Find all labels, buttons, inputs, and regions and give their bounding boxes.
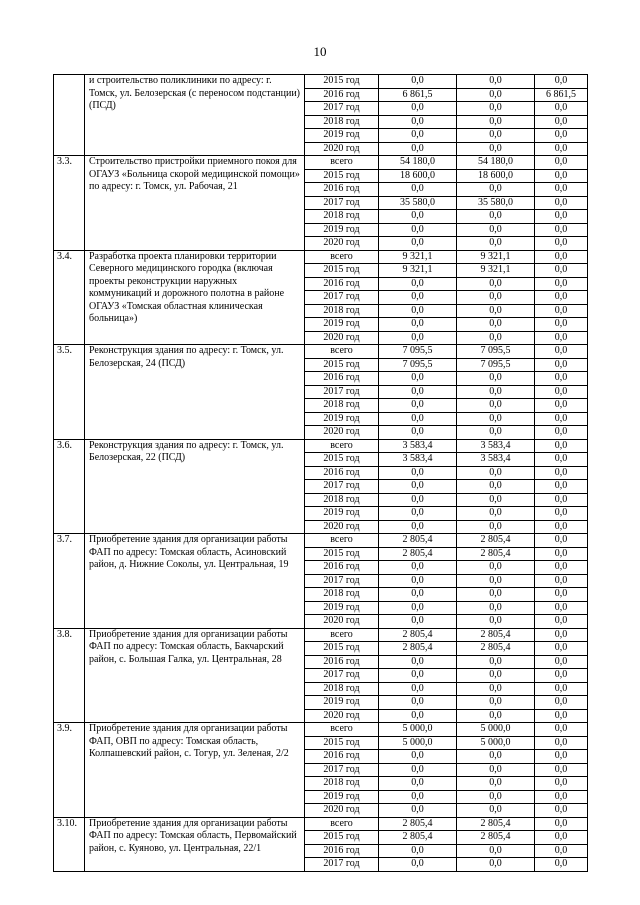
budget-table-body — [54, 75, 588, 872]
total-cell: 0,0 — [379, 493, 457, 507]
table-row — [54, 723, 588, 737]
regional-budget-cell: 0,0 — [457, 75, 535, 89]
regional-budget-cell: 0,0 — [457, 399, 535, 413]
period-cell: 2020 год — [305, 804, 379, 818]
regional-budget-cell: 3 583,4 — [457, 439, 535, 453]
period-cell: 2016 год — [305, 466, 379, 480]
regional-budget-cell: 0,0 — [457, 804, 535, 818]
period-cell: 2016 год — [305, 750, 379, 764]
total-cell: 0,0 — [379, 142, 457, 156]
period-cell: 2015 год — [305, 831, 379, 845]
total-cell: 0,0 — [379, 480, 457, 494]
period-cell: 2018 год — [305, 115, 379, 129]
other-source-cell: 0,0 — [535, 250, 588, 264]
other-source-cell: 0,0 — [535, 750, 588, 764]
regional-budget-cell: 9 321,1 — [457, 264, 535, 278]
item-description: Реконструкция здания по адресу: г. Томск, ул. Белозерская, 24 (ПСД) — [85, 345, 305, 440]
total-cell: 0,0 — [379, 750, 457, 764]
other-source-cell: 0,0 — [535, 156, 588, 170]
regional-budget-cell: 0,0 — [457, 777, 535, 791]
other-source-cell: 0,0 — [535, 439, 588, 453]
regional-budget-cell: 0,0 — [457, 115, 535, 129]
other-source-cell: 0,0 — [535, 291, 588, 305]
item-description: Строительство пристройки приемного покоя для ОГАУЗ «Больница скорой медицинской помощи» по адресу: г. Томск, ул. Рабочая, 21 — [85, 156, 305, 251]
total-cell: 0,0 — [379, 777, 457, 791]
table-row — [54, 817, 588, 831]
total-cell: 0,0 — [379, 385, 457, 399]
other-source-cell: 0,0 — [535, 493, 588, 507]
total-cell: 0,0 — [379, 129, 457, 143]
total-cell: 2 805,4 — [379, 547, 457, 561]
regional-budget-cell: 5 000,0 — [457, 736, 535, 750]
item-number: 3.7. — [54, 534, 85, 629]
regional-budget-cell: 5 000,0 — [457, 723, 535, 737]
other-source-cell: 0,0 — [535, 331, 588, 345]
other-source-cell: 0,0 — [535, 129, 588, 143]
other-source-cell: 0,0 — [535, 142, 588, 156]
other-source-cell: 0,0 — [535, 777, 588, 791]
other-source-cell: 0,0 — [535, 507, 588, 521]
regional-budget-cell: 0,0 — [457, 237, 535, 251]
regional-budget-cell: 0,0 — [457, 790, 535, 804]
total-cell: 0,0 — [379, 763, 457, 777]
period-cell: 2015 год — [305, 642, 379, 656]
total-cell: 3 583,4 — [379, 439, 457, 453]
other-source-cell: 0,0 — [535, 466, 588, 480]
item-number: 3.5. — [54, 345, 85, 440]
total-cell: 0,0 — [379, 601, 457, 615]
other-source-cell: 0,0 — [535, 601, 588, 615]
table-row — [54, 534, 588, 548]
regional-budget-cell: 0,0 — [457, 183, 535, 197]
other-source-cell: 6 861,5 — [535, 88, 588, 102]
total-cell: 0,0 — [379, 223, 457, 237]
other-source-cell: 0,0 — [535, 817, 588, 831]
period-cell: 2018 год — [305, 304, 379, 318]
total-cell: 0,0 — [379, 115, 457, 129]
total-cell: 35 580,0 — [379, 196, 457, 210]
regional-budget-cell: 7 095,5 — [457, 345, 535, 359]
regional-budget-cell: 7 095,5 — [457, 358, 535, 372]
period-cell: 2019 год — [305, 223, 379, 237]
other-source-cell: 0,0 — [535, 196, 588, 210]
regional-budget-cell: 0,0 — [457, 682, 535, 696]
period-cell: 2019 год — [305, 507, 379, 521]
other-source-cell: 0,0 — [535, 520, 588, 534]
table-row — [54, 156, 588, 170]
period-cell: 2019 год — [305, 129, 379, 143]
regional-budget-cell: 2 805,4 — [457, 831, 535, 845]
period-cell: всего — [305, 439, 379, 453]
other-source-cell: 0,0 — [535, 534, 588, 548]
other-source-cell: 0,0 — [535, 804, 588, 818]
regional-budget-cell: 35 580,0 — [457, 196, 535, 210]
item-number: 3.10. — [54, 817, 85, 871]
period-cell: 2018 год — [305, 777, 379, 791]
total-cell: 0,0 — [379, 520, 457, 534]
period-cell: 2019 год — [305, 696, 379, 710]
item-description: Разработка проекта планировки территории Северного медицинского городка (включая проекты реконструкции наружных коммуникаций и дорожного полотна в районе ОГАУЗ «Томская областная клиническая больница») — [85, 250, 305, 345]
total-cell: 2 805,4 — [379, 534, 457, 548]
other-source-cell: 0,0 — [535, 682, 588, 696]
period-cell: всего — [305, 534, 379, 548]
item-description: Приобретение здания для организации работы ФАП по адресу: Томская область, Первомайский район, с. Куяново, ул. Центральная, 22/1 — [85, 817, 305, 871]
other-source-cell: 0,0 — [535, 277, 588, 291]
total-cell: 9 321,1 — [379, 264, 457, 278]
other-source-cell: 0,0 — [535, 790, 588, 804]
regional-budget-cell: 0,0 — [457, 210, 535, 224]
regional-budget-cell: 0,0 — [457, 844, 535, 858]
regional-budget-cell: 2 805,4 — [457, 628, 535, 642]
period-cell: 2020 год — [305, 142, 379, 156]
total-cell: 0,0 — [379, 655, 457, 669]
regional-budget-cell: 0,0 — [457, 129, 535, 143]
total-cell: 0,0 — [379, 682, 457, 696]
total-cell: 0,0 — [379, 507, 457, 521]
other-source-cell: 0,0 — [535, 102, 588, 116]
total-cell: 0,0 — [379, 588, 457, 602]
period-cell: 2019 год — [305, 790, 379, 804]
period-cell: 2020 год — [305, 709, 379, 723]
period-cell: 2020 год — [305, 237, 379, 251]
period-cell: 2019 год — [305, 318, 379, 332]
total-cell: 0,0 — [379, 331, 457, 345]
regional-budget-cell: 0,0 — [457, 520, 535, 534]
other-source-cell: 0,0 — [535, 412, 588, 426]
total-cell: 0,0 — [379, 669, 457, 683]
regional-budget-cell: 0,0 — [457, 372, 535, 386]
total-cell: 0,0 — [379, 709, 457, 723]
table-row — [54, 439, 588, 453]
other-source-cell: 0,0 — [535, 561, 588, 575]
total-cell: 0,0 — [379, 561, 457, 575]
period-cell: 2017 год — [305, 574, 379, 588]
regional-budget-cell: 0,0 — [457, 588, 535, 602]
total-cell: 18 600,0 — [379, 169, 457, 183]
total-cell: 0,0 — [379, 304, 457, 318]
other-source-cell: 0,0 — [535, 628, 588, 642]
period-cell: 2018 год — [305, 493, 379, 507]
other-source-cell: 0,0 — [535, 264, 588, 278]
regional-budget-cell: 0,0 — [457, 750, 535, 764]
total-cell: 0,0 — [379, 318, 457, 332]
regional-budget-cell: 0,0 — [457, 709, 535, 723]
total-cell: 0,0 — [379, 372, 457, 386]
period-cell: 2019 год — [305, 412, 379, 426]
regional-budget-cell: 0,0 — [457, 412, 535, 426]
period-cell: 2020 год — [305, 331, 379, 345]
item-number: 3.3. — [54, 156, 85, 251]
regional-budget-cell: 0,0 — [457, 696, 535, 710]
period-cell: 2015 год — [305, 736, 379, 750]
period-cell: 2017 год — [305, 291, 379, 305]
regional-budget-cell: 0,0 — [457, 291, 535, 305]
total-cell: 5 000,0 — [379, 736, 457, 750]
regional-budget-cell: 0,0 — [457, 426, 535, 440]
other-source-cell: 0,0 — [535, 858, 588, 872]
total-cell: 2 805,4 — [379, 642, 457, 656]
other-source-cell: 0,0 — [535, 642, 588, 656]
total-cell: 0,0 — [379, 574, 457, 588]
other-source-cell: 0,0 — [535, 669, 588, 683]
total-cell: 0,0 — [379, 412, 457, 426]
period-cell: 2017 год — [305, 102, 379, 116]
regional-budget-cell: 18 600,0 — [457, 169, 535, 183]
period-cell: 2017 год — [305, 480, 379, 494]
other-source-cell: 0,0 — [535, 304, 588, 318]
budget-table — [53, 74, 588, 872]
period-cell: 2015 год — [305, 169, 379, 183]
period-cell: 2018 год — [305, 588, 379, 602]
item-number: 3.4. — [54, 250, 85, 345]
total-cell: 0,0 — [379, 426, 457, 440]
other-source-cell: 0,0 — [535, 115, 588, 129]
period-cell: 2016 год — [305, 561, 379, 575]
period-cell: 2015 год — [305, 547, 379, 561]
regional-budget-cell: 0,0 — [457, 331, 535, 345]
other-source-cell: 0,0 — [535, 655, 588, 669]
total-cell: 0,0 — [379, 291, 457, 305]
period-cell: 2015 год — [305, 358, 379, 372]
regional-budget-cell: 0,0 — [457, 561, 535, 575]
other-source-cell: 0,0 — [535, 358, 588, 372]
total-cell: 6 861,5 — [379, 88, 457, 102]
period-cell: 2016 год — [305, 277, 379, 291]
other-source-cell: 0,0 — [535, 169, 588, 183]
other-source-cell: 0,0 — [535, 345, 588, 359]
other-source-cell: 0,0 — [535, 372, 588, 386]
regional-budget-cell: 54 180,0 — [457, 156, 535, 170]
other-source-cell: 0,0 — [535, 223, 588, 237]
other-source-cell: 0,0 — [535, 237, 588, 251]
total-cell: 0,0 — [379, 399, 457, 413]
item-description: Приобретение здания для организации работы ФАП по адресу: Томская область, Бакчарский район, с. Большая Галка, ул. Центральная, 28 — [85, 628, 305, 723]
regional-budget-cell: 0,0 — [457, 277, 535, 291]
other-source-cell: 0,0 — [535, 210, 588, 224]
total-cell: 0,0 — [379, 277, 457, 291]
period-cell: 2017 год — [305, 858, 379, 872]
total-cell: 0,0 — [379, 102, 457, 116]
regional-budget-cell: 0,0 — [457, 669, 535, 683]
regional-budget-cell: 0,0 — [457, 574, 535, 588]
period-cell: всего — [305, 628, 379, 642]
regional-budget-cell: 0,0 — [457, 507, 535, 521]
other-source-cell: 0,0 — [535, 547, 588, 561]
period-cell: 2016 год — [305, 183, 379, 197]
period-cell: 2020 год — [305, 520, 379, 534]
period-cell: всего — [305, 817, 379, 831]
total-cell: 0,0 — [379, 183, 457, 197]
total-cell: 0,0 — [379, 75, 457, 89]
total-cell: 0,0 — [379, 844, 457, 858]
other-source-cell: 0,0 — [535, 844, 588, 858]
other-source-cell: 0,0 — [535, 709, 588, 723]
other-source-cell: 0,0 — [535, 588, 588, 602]
other-source-cell: 0,0 — [535, 696, 588, 710]
total-cell: 0,0 — [379, 696, 457, 710]
page-number: 10 — [313, 44, 327, 59]
regional-budget-cell: 0,0 — [457, 318, 535, 332]
regional-budget-cell: 0,0 — [457, 466, 535, 480]
other-source-cell: 0,0 — [535, 615, 588, 629]
regional-budget-cell: 0,0 — [457, 763, 535, 777]
period-cell: 2017 год — [305, 763, 379, 777]
regional-budget-cell: 0,0 — [457, 480, 535, 494]
regional-budget-cell: 0,0 — [457, 655, 535, 669]
period-cell: всего — [305, 345, 379, 359]
period-cell: всего — [305, 156, 379, 170]
regional-budget-cell: 3 583,4 — [457, 453, 535, 467]
regional-budget-cell: 0,0 — [457, 858, 535, 872]
other-source-cell: 0,0 — [535, 318, 588, 332]
regional-budget-cell: 0,0 — [457, 88, 535, 102]
table-row — [54, 250, 588, 264]
period-cell: 2015 год — [305, 453, 379, 467]
table-row — [54, 628, 588, 642]
period-cell: 2017 год — [305, 385, 379, 399]
other-source-cell: 0,0 — [535, 723, 588, 737]
other-source-cell: 0,0 — [535, 75, 588, 89]
other-source-cell: 0,0 — [535, 183, 588, 197]
other-source-cell: 0,0 — [535, 426, 588, 440]
total-cell: 7 095,5 — [379, 345, 457, 359]
total-cell: 0,0 — [379, 615, 457, 629]
total-cell: 2 805,4 — [379, 817, 457, 831]
period-cell: всего — [305, 723, 379, 737]
other-source-cell: 0,0 — [535, 399, 588, 413]
total-cell: 3 583,4 — [379, 453, 457, 467]
regional-budget-cell: 2 805,4 — [457, 642, 535, 656]
period-cell: 2017 год — [305, 669, 379, 683]
table-row — [54, 75, 588, 89]
total-cell: 0,0 — [379, 237, 457, 251]
item-description: Приобретение здания для организации работы ФАП, ОВП по адресу: Томская область, Колпашевский район, с. Тогур, ул. Зеленая, 2/2 — [85, 723, 305, 818]
period-cell: 2016 год — [305, 844, 379, 858]
regional-budget-cell: 0,0 — [457, 304, 535, 318]
regional-budget-cell: 2 805,4 — [457, 547, 535, 561]
item-number: 3.9. — [54, 723, 85, 818]
period-cell: 2020 год — [305, 426, 379, 440]
other-source-cell: 0,0 — [535, 736, 588, 750]
period-cell: 2018 год — [305, 682, 379, 696]
total-cell: 0,0 — [379, 466, 457, 480]
other-source-cell: 0,0 — [535, 831, 588, 845]
period-cell: 2017 год — [305, 196, 379, 210]
other-source-cell: 0,0 — [535, 385, 588, 399]
total-cell: 0,0 — [379, 210, 457, 224]
total-cell: 5 000,0 — [379, 723, 457, 737]
total-cell: 0,0 — [379, 858, 457, 872]
table-row — [54, 345, 588, 359]
item-description: Приобретение здания для организации работы ФАП по адресу: Томская область, Асиновский район, д. Нижние Соколы, ул. Центральная, 19 — [85, 534, 305, 629]
period-cell: 2016 год — [305, 88, 379, 102]
regional-budget-cell: 0,0 — [457, 142, 535, 156]
total-cell: 7 095,5 — [379, 358, 457, 372]
total-cell: 0,0 — [379, 790, 457, 804]
period-cell: 2020 год — [305, 615, 379, 629]
regional-budget-cell: 2 805,4 — [457, 817, 535, 831]
regional-budget-cell: 9 321,1 — [457, 250, 535, 264]
period-cell: 2015 год — [305, 75, 379, 89]
period-cell: 2018 год — [305, 210, 379, 224]
item-description: Реконструкция здания по адресу: г. Томск, ул. Белозерская, 22 (ПСД) — [85, 439, 305, 534]
total-cell: 0,0 — [379, 804, 457, 818]
total-cell: 54 180,0 — [379, 156, 457, 170]
other-source-cell: 0,0 — [535, 453, 588, 467]
item-number — [54, 75, 85, 156]
other-source-cell: 0,0 — [535, 763, 588, 777]
item-number: 3.6. — [54, 439, 85, 534]
other-source-cell: 0,0 — [535, 480, 588, 494]
period-cell: 2016 год — [305, 655, 379, 669]
period-cell: 2016 год — [305, 372, 379, 386]
total-cell: 2 805,4 — [379, 628, 457, 642]
item-number: 3.8. — [54, 628, 85, 723]
period-cell: 2015 год — [305, 264, 379, 278]
other-source-cell: 0,0 — [535, 574, 588, 588]
regional-budget-cell: 0,0 — [457, 223, 535, 237]
regional-budget-cell: 0,0 — [457, 102, 535, 116]
regional-budget-cell: 2 805,4 — [457, 534, 535, 548]
regional-budget-cell: 0,0 — [457, 615, 535, 629]
regional-budget-cell: 0,0 — [457, 601, 535, 615]
period-cell: 2019 год — [305, 601, 379, 615]
period-cell: всего — [305, 250, 379, 264]
period-cell: 2018 год — [305, 399, 379, 413]
total-cell: 2 805,4 — [379, 831, 457, 845]
regional-budget-cell: 0,0 — [457, 493, 535, 507]
total-cell: 9 321,1 — [379, 250, 457, 264]
regional-budget-cell: 0,0 — [457, 385, 535, 399]
item-description: и строительство поликлиники по адресу: г. Томск, ул. Белозерская (с переносом подстанции) (ПСД) — [85, 75, 305, 156]
